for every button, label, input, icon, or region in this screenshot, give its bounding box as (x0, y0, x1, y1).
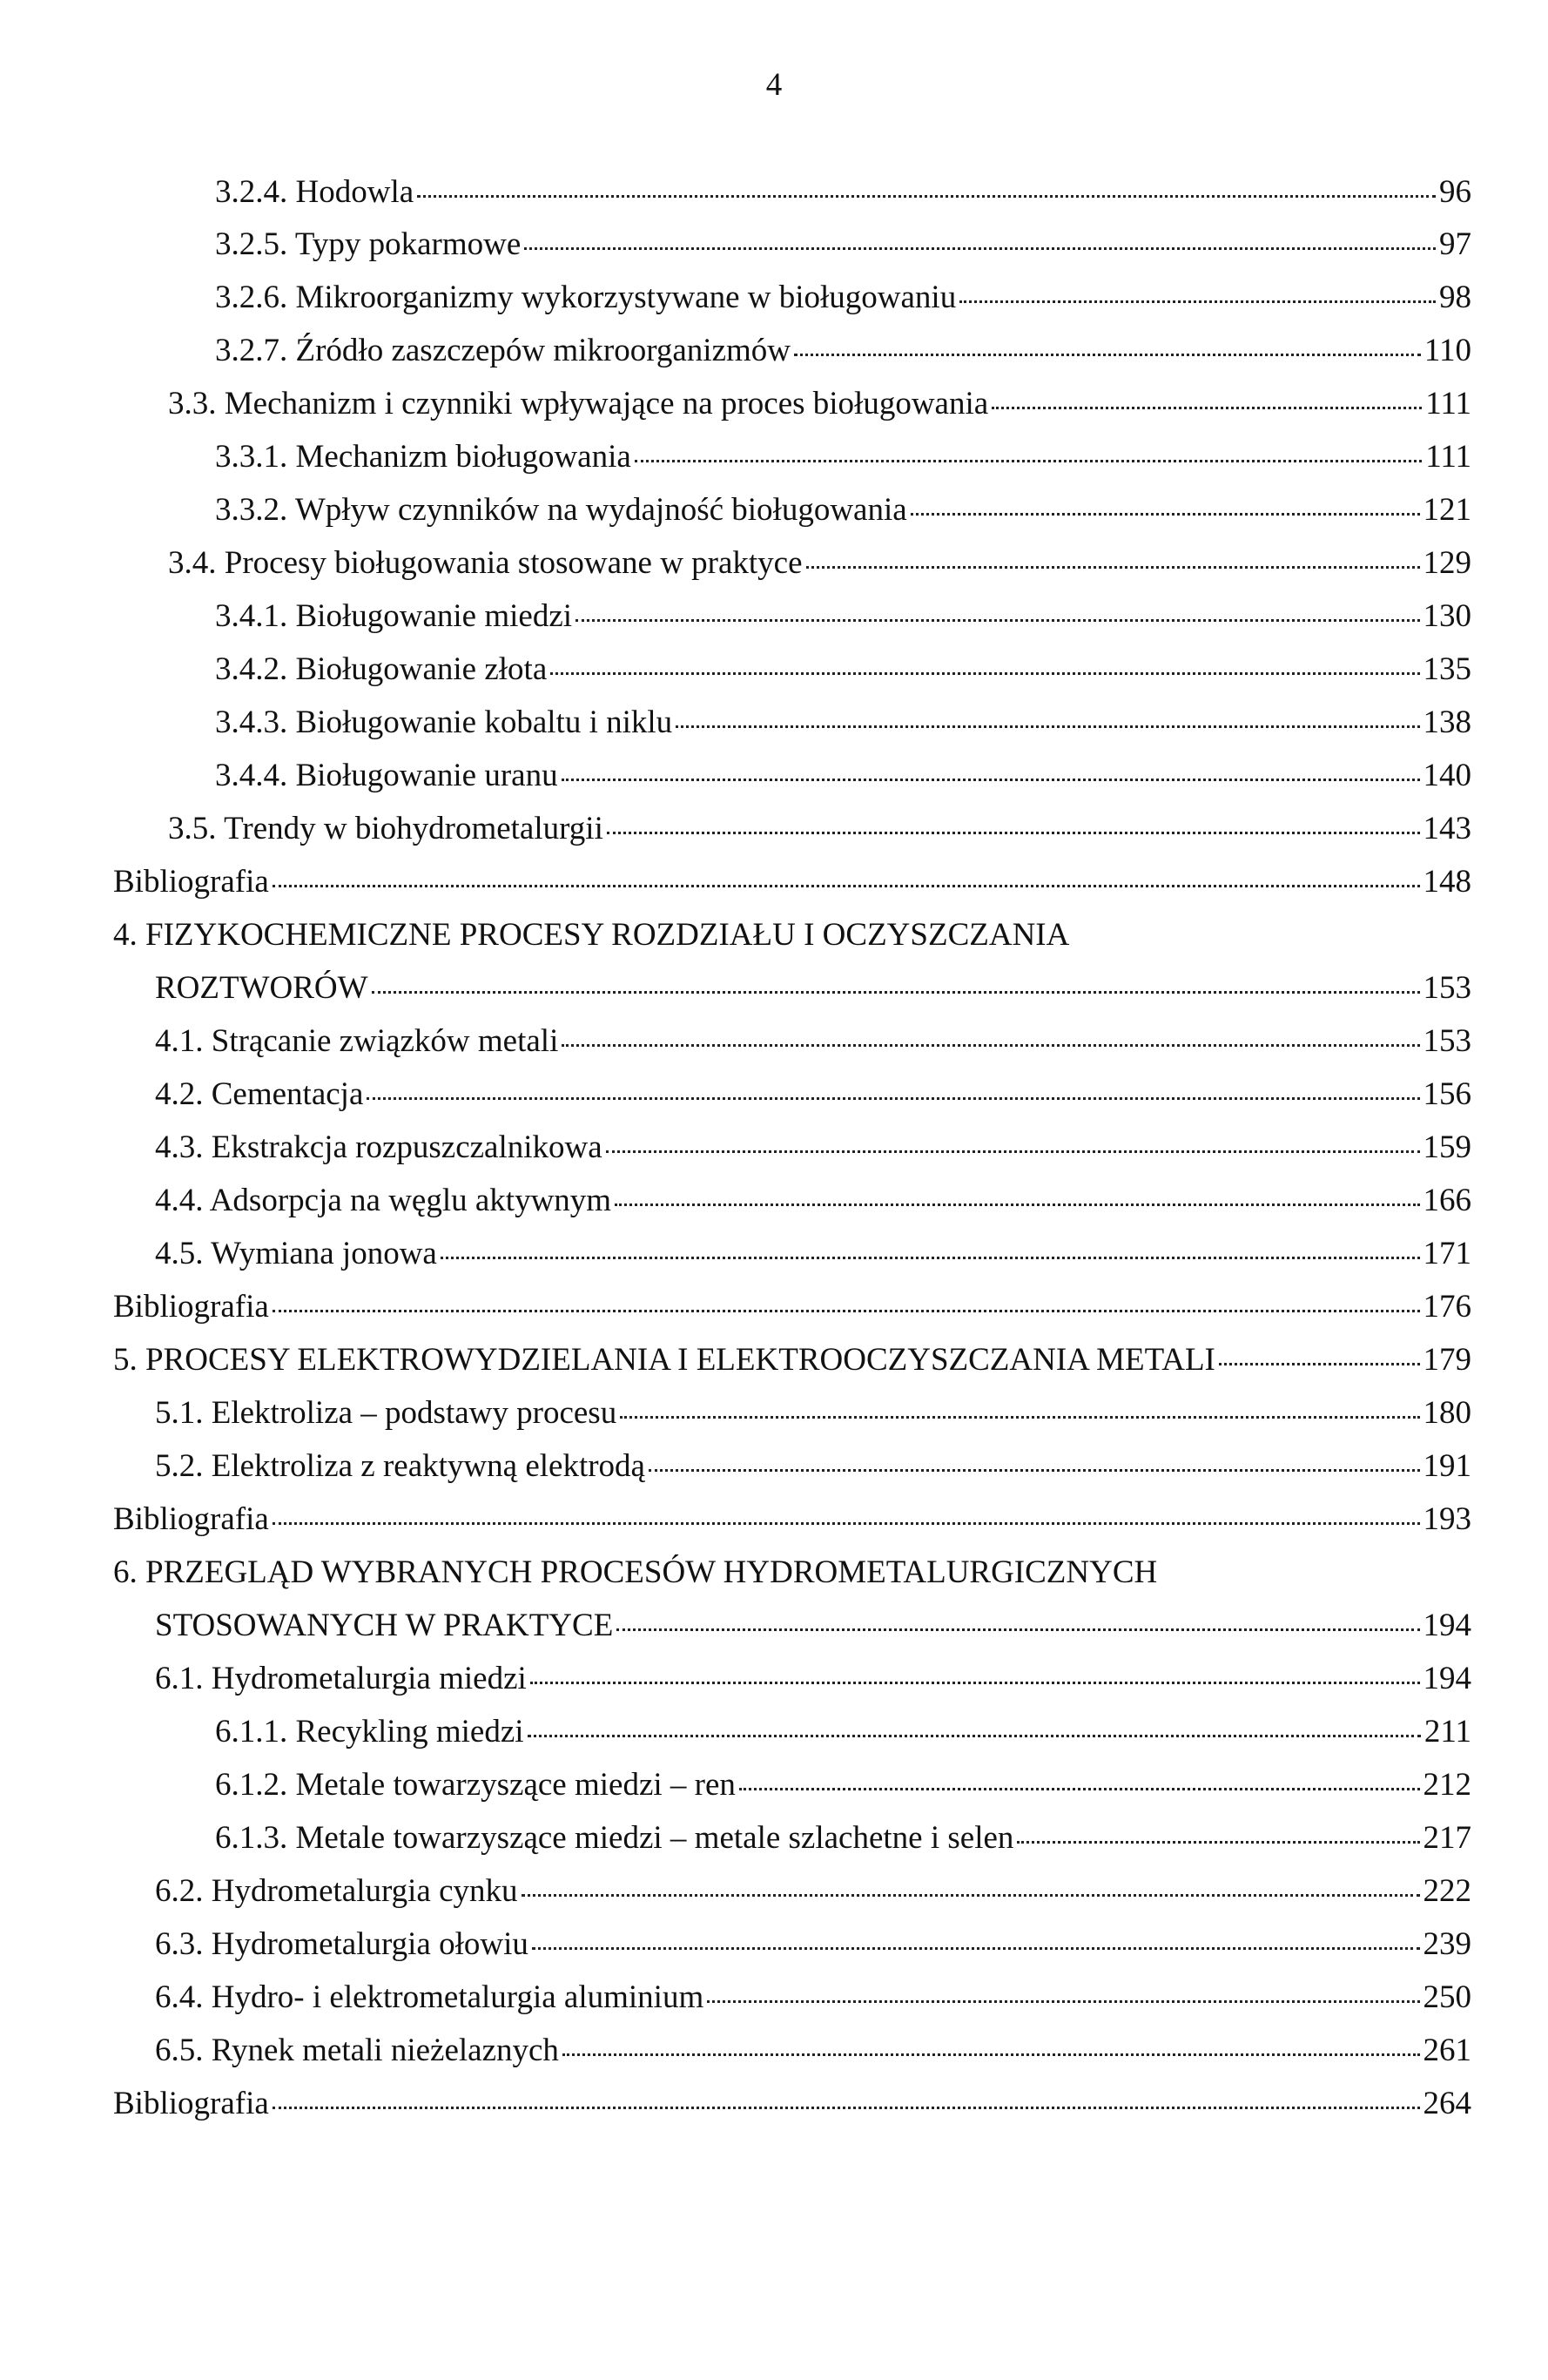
toc-entry-page: 129 (1423, 545, 1471, 581)
toc-entry-page: 153 (1423, 1023, 1471, 1059)
toc-entry-page: 194 (1423, 1608, 1471, 1643)
dot-leader (649, 1460, 1420, 1472)
dot-leader (575, 610, 1419, 622)
dot-leader (794, 345, 1421, 356)
toc-entry[interactable] (215, 1710, 1471, 1754)
toc-entry-title: 3.2.6. Mikroorganizmy wykorzystywane w bioługowaniu (215, 280, 957, 315)
toc-entry-page: 148 (1423, 864, 1471, 900)
dot-leader (707, 1992, 1419, 2003)
dot-leader (273, 1514, 1420, 1525)
toc-entry-title: 3.2.7. Źródło zaszczepów mikroorganizmów (215, 333, 791, 368)
toc-entry-page: 180 (1423, 1395, 1471, 1431)
toc-entry-page: 264 (1423, 2086, 1471, 2121)
toc-entry[interactable] (113, 1338, 1471, 1382)
toc-entry-page: 171 (1423, 1236, 1471, 1271)
toc-entry-page: 121 (1423, 492, 1471, 528)
dot-leader (532, 1938, 1420, 1950)
toc-entry-page: 194 (1423, 1661, 1471, 1696)
toc-entry-page: 191 (1423, 1448, 1471, 1484)
toc-entry-title: Bibliografia (113, 864, 269, 900)
toc-entry[interactable] (155, 1179, 1471, 1223)
toc-entry[interactable] (215, 1817, 1471, 1860)
toc-entry-page: 135 (1423, 651, 1471, 687)
toc-entry[interactable] (155, 1657, 1471, 1701)
toc-entry-page: 98 (1439, 280, 1471, 315)
toc-entry-page: 261 (1423, 2033, 1471, 2068)
toc-entry[interactable] (155, 1073, 1471, 1116)
toc-entry-title: 3.2.4. Hodowla (215, 174, 414, 210)
dot-leader (550, 664, 1419, 675)
toc-entry[interactable] (215, 171, 1471, 214)
toc-entry-title: 3.2.5. Typy pokarmowe (215, 226, 522, 262)
toc-entry-title: 6.1.2. Metale towarzyszące miedzi – ren (215, 1767, 736, 1803)
toc-entry-page: 239 (1423, 1926, 1471, 1962)
toc-entry-page: 110 (1423, 333, 1471, 368)
toc-entry-title: 3.4.2. Bioługowanie złota (215, 651, 548, 687)
toc-entry-page: 130 (1423, 598, 1471, 634)
dot-leader (1017, 1832, 1419, 1844)
toc-entry[interactable] (113, 860, 1471, 904)
toc-entry-chapter[interactable] (113, 1551, 1471, 1648)
toc-entry-title: 3.4.4. Bioługowanie uranu (215, 758, 558, 793)
toc-entry[interactable] (215, 595, 1471, 638)
toc-entry[interactable] (113, 1498, 1471, 1541)
dot-leader (372, 982, 1420, 994)
toc-entry-page: 138 (1423, 705, 1471, 740)
toc-entry[interactable] (155, 1020, 1471, 1063)
dot-leader (959, 292, 1436, 303)
toc-entry-page: 212 (1423, 1767, 1471, 1803)
toc-entry-page: 140 (1423, 758, 1471, 793)
dot-leader (739, 1779, 1420, 1790)
dot-leader (806, 557, 1420, 569)
toc-entry[interactable] (215, 223, 1471, 266)
toc-entry[interactable] (155, 1126, 1471, 1170)
toc-entry-title: 5.1. Elektroliza – podstawy procesu (155, 1395, 617, 1431)
toc-entry-title: Bibliografia (113, 2086, 269, 2121)
toc-entry-title: 5.2. Elektroliza z reaktywną elektrodą (155, 1448, 645, 1484)
dot-leader (522, 1885, 1420, 1897)
dot-leader (620, 1407, 1419, 1419)
dot-leader (606, 1142, 1420, 1153)
dot-leader (676, 717, 1419, 728)
toc-entry-title: 4.3. Ekstrakcja rozpuszczalnikowa (155, 1129, 602, 1165)
toc-entry-title: 3.3.1. Mechanizm bioługowania (215, 439, 631, 475)
toc-entry-title: 4.2. Cementacja (155, 1076, 364, 1112)
toc-entry-title: 3.5. Trendy w biohydrometalurgii (168, 811, 603, 846)
dot-leader (524, 239, 1436, 250)
toc-entry[interactable] (215, 329, 1471, 373)
toc-entry[interactable] (155, 1232, 1471, 1276)
toc-entry[interactable] (215, 276, 1471, 320)
toc-entry-page: 250 (1423, 1979, 1471, 2015)
toc-entry-page: 153 (1423, 970, 1471, 1006)
toc-entry[interactable] (215, 1763, 1471, 1807)
dot-leader (635, 451, 1422, 462)
toc-entry-title: 3.3.2. Wpływ czynników na wydajność bioługowania (215, 492, 907, 528)
toc-entry[interactable] (155, 1870, 1471, 1913)
toc-entry[interactable] (155, 1445, 1471, 1488)
toc-entry[interactable] (113, 1285, 1471, 1329)
toc-entry[interactable] (215, 435, 1471, 479)
dot-leader (441, 1248, 1420, 1259)
toc-entry-title: Bibliografia (113, 1501, 269, 1537)
toc-entry-page: 159 (1423, 1129, 1471, 1165)
toc-entry-title: 6.2. Hydrometalurgia cynku (155, 1873, 518, 1909)
toc-entry-title: 3.4.3. Bioługowanie kobaltu i niklu (215, 705, 673, 740)
toc-entry-page: 166 (1423, 1183, 1471, 1218)
toc-entry-page: 222 (1423, 1873, 1471, 1909)
dot-leader (417, 186, 1436, 198)
toc-entry-title: 4.4. Adsorpcja na węglu aktywnym (155, 1183, 612, 1218)
toc-entry-title: 3.4. Procesy bioługowania stosowane w praktyce (168, 545, 803, 581)
toc-entry-page: 143 (1423, 811, 1471, 846)
toc-entry-page: 111 (1425, 386, 1471, 421)
toc-entry-chapter[interactable] (113, 914, 1471, 1010)
toc-entry-page: 96 (1439, 174, 1471, 210)
toc-entry[interactable] (168, 807, 1471, 851)
toc-entry-title: 4.1. Strącanie związków metali (155, 1023, 559, 1059)
dot-leader (562, 2045, 1420, 2056)
toc-entry-page: 211 (1423, 1714, 1471, 1750)
dot-leader (615, 1195, 1419, 1206)
dot-leader (530, 1673, 1420, 1684)
toc-entry-page: 111 (1425, 439, 1471, 475)
toc-entry-title-first-line: 4. FIZYKOCHEMICZNE PROCESY ROZDZIAŁU I OCZYSZCZANIA (113, 917, 1070, 953)
toc-entry-title-first-line: 6. PRZEGLĄD WYBRANYCH PROCESÓW HYDROMETALURGICZNYCH (113, 1554, 1158, 1590)
dot-leader (273, 2098, 1420, 2109)
toc-entry-title: 6.1.3. Metale towarzyszące miedzi – metale szlachetne i selen (215, 1820, 1014, 1856)
toc-entry-title: 3.4.1. Bioługowanie miedzi (215, 598, 573, 634)
dot-leader (562, 770, 1420, 781)
toc-entry[interactable] (155, 1392, 1471, 1435)
page-number: 4 (765, 67, 783, 103)
toc-entry-title: STOSOWANYCH W PRAKTYCE (155, 1608, 614, 1643)
toc-entry[interactable] (215, 489, 1471, 532)
toc-entry[interactable] (168, 542, 1471, 585)
toc-entry-page: 156 (1423, 1076, 1471, 1112)
toc-entry-title: 5. PROCESY ELEKTROWYDZIELANIA I ELEKTROOCZYSZCZANIA METALI (113, 1342, 1215, 1378)
toc-entry[interactable] (215, 701, 1471, 745)
dot-leader (273, 1301, 1420, 1312)
toc-entry-title: 6.5. Rynek metali nieżelaznych (155, 2033, 559, 2068)
toc-entry-title: 4.5. Wymiana jonowa (155, 1236, 437, 1271)
toc-entry[interactable] (113, 2082, 1471, 2126)
dot-leader (273, 876, 1420, 887)
dot-leader (911, 504, 1420, 516)
toc-entry-title: Bibliografia (113, 1289, 269, 1325)
toc-entry-page: 193 (1423, 1501, 1471, 1537)
dot-leader (367, 1089, 1419, 1100)
toc-entry-title: 6.1.1. Recykling miedzi (215, 1714, 524, 1750)
toc-entry-page: 176 (1423, 1289, 1471, 1325)
toc-entry-title: 3.3. Mechanizm i czynniki wpływające na proces bioługowania (168, 386, 989, 421)
toc-entry[interactable] (215, 648, 1471, 691)
toc-entry-title: 6.4. Hydro- i elektrometalurgia aluminium (155, 1979, 704, 2015)
dot-leader (562, 1035, 1419, 1047)
toc-entry[interactable] (155, 1923, 1471, 1966)
dot-leader (992, 398, 1422, 409)
toc-entry[interactable] (215, 754, 1471, 798)
dot-leader (528, 1726, 1421, 1737)
dot-leader (616, 1620, 1419, 1631)
dot-leader (1219, 1354, 1420, 1365)
toc-entry[interactable] (168, 382, 1471, 426)
toc-entry-page: 97 (1439, 226, 1471, 262)
toc-entry[interactable] (155, 2029, 1471, 2073)
dot-leader (607, 823, 1420, 834)
toc-entry-title: 6.1. Hydrometalurgia miedzi (155, 1661, 527, 1696)
toc-entry-title: ROZTWORÓW (155, 970, 368, 1006)
toc-entry-page: 179 (1423, 1342, 1471, 1378)
toc-entry-page: 217 (1423, 1820, 1471, 1856)
toc-entry[interactable] (155, 1976, 1471, 2019)
toc-entry-title: 6.3. Hydrometalurgia ołowiu (155, 1926, 528, 1962)
